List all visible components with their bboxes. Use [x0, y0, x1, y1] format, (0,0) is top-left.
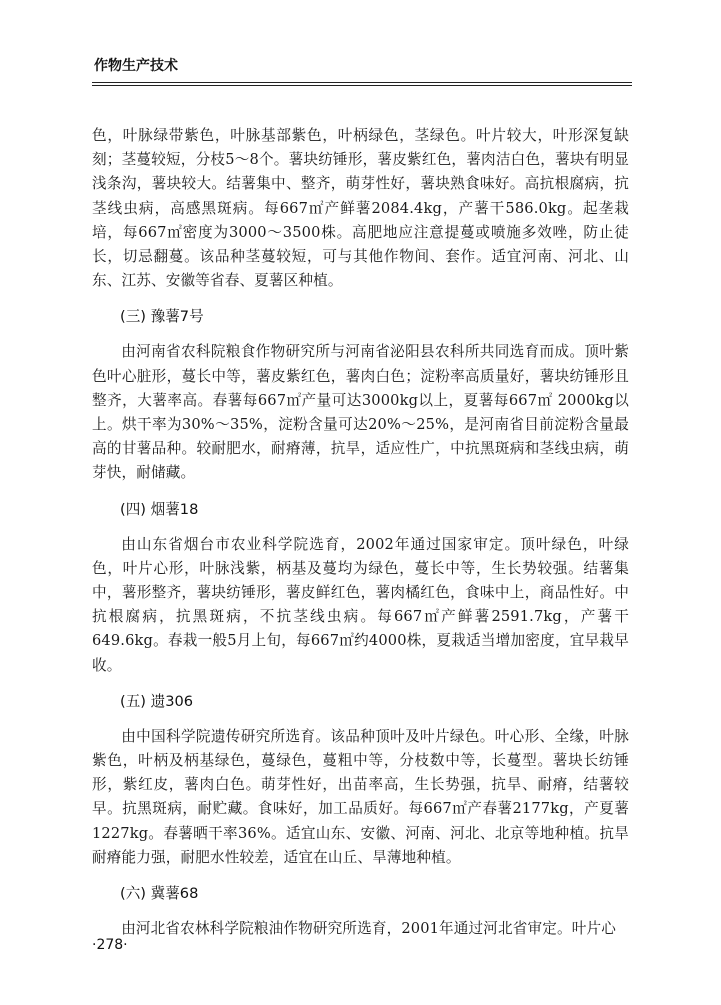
header-rule [92, 82, 632, 86]
paragraph-continued: 色，叶脉绿带紫色，叶脉基部紫色，叶柄绿色，茎绿色。叶片较大，叶形深复缺刻；茎蔓较短，分枝5～8个。薯块纺锤形，薯皮紫红色，薯肉洁白色，薯块有明显浅条沟，薯块较大。结薯集中、整齐，萌芽性好，薯块熟食味好。高抗根腐病，抗茎线虫病，高感黑斑病。每667㎡产鲜薯2084.4kg，产薯干586.0kg。起垄栽培，每667㎡密度为3000～3500株。高肥地应注意提蔓或喷施多效唑，防止徒长，切忌翻蔓。该品种茎蔓较短，可与其他作物间、套作。适宜河南、河北、山东、江苏、安徽等省春、夏薯区种植。 [92, 127, 629, 290]
section-heading-yushu-7: (三) 豫薯7号 [120, 308, 204, 326]
paragraph-yanshu-18: 由山东省烟台市农业科学院选育，2002年通过国家审定。顶叶绿色，叶绿色，叶片心形，叶脉浅紫，柄基及蔓均为绿色，蔓长中等，生长势较强。结薯集中，薯形整齐，薯块纺锤形，薯皮鲜红色，薯肉橘红色，食味中上，商品性好。中抗根腐病，抗黑斑病，不抗茎线虫病。每667㎡产鲜薯2591.7kg，产薯干649.6kg。春栽一般5月上旬，每667㎡约4000株，夏栽适当增加密度，宜早栽早收。 [92, 535, 629, 674]
section-heading-yi-306: (五) 遗306 [120, 692, 194, 710]
header-title: 作物生产技术 [94, 58, 178, 74]
section-heading-jishu-68: (六) 冀薯68 [120, 885, 199, 903]
running-header [92, 56, 632, 86]
page-number: ·278· [92, 937, 128, 953]
page-body [92, 124, 629, 941]
paragraph-jishu-68: 由河北省农林科学院粮油作物研究所选育，2001年通过河北省审定。叶片心 [121, 920, 616, 938]
section-heading-yanshu-18: (四) 烟薯18 [120, 500, 199, 518]
paragraph-yi-306: 由中国科学院遗传研究所选育。该品种顶叶及叶片绿色。叶心形、全缘，叶脉紫色，叶柄及柄基绿色，蔓绿色，蔓粗中等，分枝数中等，长蔓型。薯块长纺锤形，紫红皮，薯肉白色。萌芽性好，出苗率高，生长势强，抗旱、耐瘠，结薯较早。抗黑斑病，耐贮藏。食味好，加工品质好。每667㎡产春薯2177kg，产夏薯1227kg。春薯晒干率36%。适宜山东、安徽、河南、河北、北京等地种植。抗旱耐瘠能力强，耐肥水性较差，适宜在山丘、旱薄地种植。 [92, 727, 629, 866]
paragraph-yushu-7: 由河南省农科院粮食作物研究所与河南省泌阳县农科所共同选育而成。顶叶紫色叶心脏形，蔓长中等，薯皮紫红色，薯肉白色；淀粉率高质量好，薯块纺锤形且整齐，大薯率高。春薯每667㎡产量可达3000kg以上，夏薯每667㎡ 2000kg以上。烘干率为30%～35%，淀粉含量可达20%～25%，是河南省目前淀粉含量最高的甘薯品种。较耐肥水，耐瘠薄，抗旱，适应性广，中抗黑斑病和茎线虫病，萌芽快，耐储藏。 [92, 343, 629, 482]
